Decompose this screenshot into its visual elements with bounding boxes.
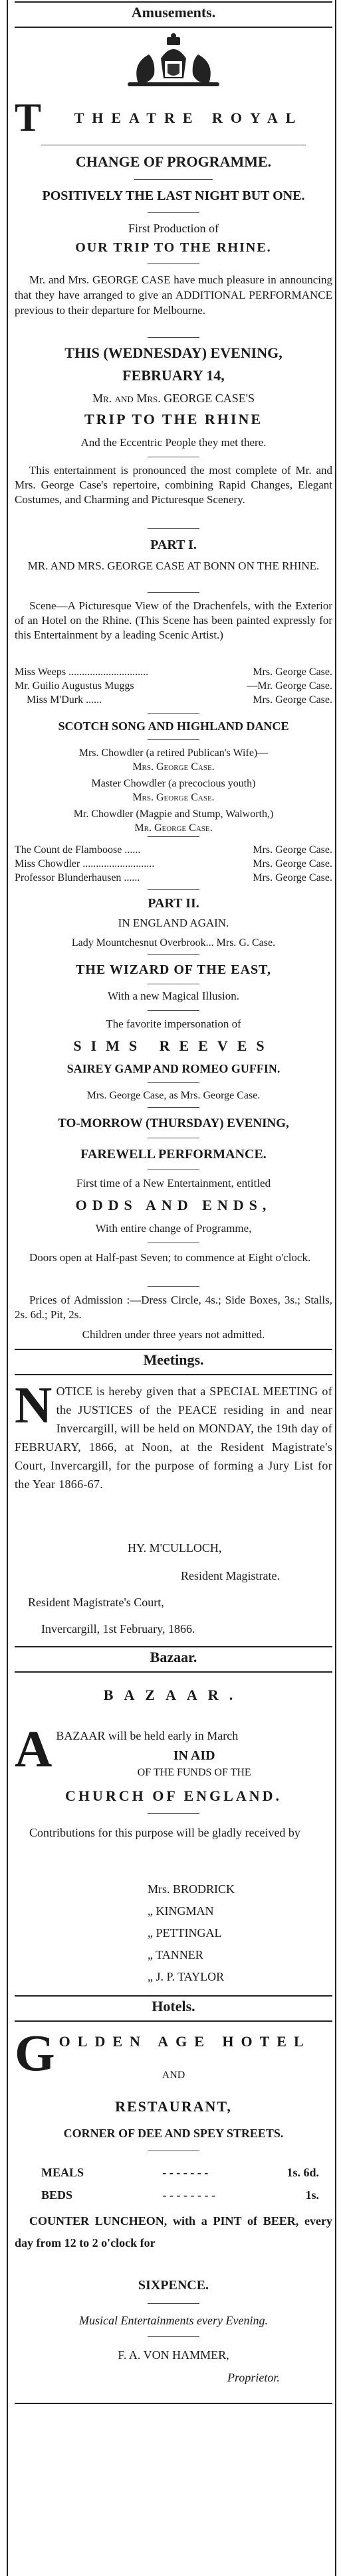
list-item: „ KINGMAN [148, 1904, 214, 1918]
left-column-rule [7, 0, 8, 2576]
price-row: MEALS - - - - - - - 1s. 6d. [41, 2166, 319, 2179]
doors-open: Doors open at Half-past Seven; to commence at Eight o'clock. [29, 1251, 311, 1264]
first-production: First Production of [128, 222, 219, 235]
magical-illusion: With a new Magical Illusion. [107, 990, 240, 1002]
this-evening: THIS (WEDNESDAY) EVENING, [64, 344, 283, 361]
theatre-title: T THEATRE ROYAL [15, 96, 304, 139]
bazaar-names [15, 1878, 332, 1988]
divider [148, 739, 199, 740]
cast-row: Miss Chowdler ........................... Mrs. George Case. [15, 858, 332, 870]
entire-change: With entire change of Programme, [95, 1222, 252, 1235]
proprietor-name: F. A. VON HAMMER, [118, 2348, 229, 2362]
divider [148, 1813, 199, 1814]
our-trip-title: OUR TRIP TO THE RHINE. [75, 240, 272, 255]
hotel-and: AND [162, 2070, 185, 2081]
hotel-restaurant: RESTAURANT, [115, 2098, 232, 2115]
royal-coat-of-arms-icon [15, 32, 332, 92]
section-rule [15, 1995, 332, 1997]
divider [148, 212, 199, 213]
counter-luncheon: COUNTER LUNCHEON, with a PINT of BEER, every day from 12 to 2 o'clock for [15, 2214, 332, 2249]
section-rule [15, 2020, 332, 2022]
section-heading-meetings: Meetings. [143, 1351, 204, 1368]
meeting-place-date: Invercargill, 1st February, 1866. [41, 1622, 195, 1635]
golden-age-hotel: G OLDEN AGE HOTEL [15, 2024, 311, 2082]
cast-list-part-one [15, 665, 332, 707]
magistrates-court: Resident Magistrate's Court, [28, 1596, 164, 1609]
cast-row: Miss Weeps .............................. Mrs. George Case. [15, 666, 332, 678]
part-one-title: MR. AND MRS. GEORGE CASE AT BONN ON THE RHINE. [27, 560, 320, 572]
new-entertainment: First time of a New Entertainment, entitled [76, 1177, 271, 1189]
divider [148, 1286, 199, 1287]
scene-description: Scene—A Picturesque View of the Drachenfels, with the Exterior of an Hotel on the Rhine. (This Scene has been painted expressly for this Entertainment by a leading Scenic Artist.) [15, 599, 332, 641]
section-rule [15, 1646, 332, 1647]
bazaar-contributions: Contributions for this purpose will be gladly received by [29, 1826, 300, 1839]
divider [148, 954, 199, 955]
cast-row: Mr. Guilio Augustus Muggs —Mr. George Case. [15, 680, 332, 692]
cast-row: Professor Blunderhausen ...... Mrs. George Case. [15, 872, 332, 883]
divider [148, 889, 199, 890]
sairey-gamp: SAIREY GAMP AND ROMEO GUFFIN. [66, 1062, 281, 1075]
list-item: „ TANNER [148, 1948, 203, 1961]
divider [148, 337, 199, 338]
change-of-programme: CHANGE OF PROGRAMME. [75, 153, 272, 170]
chowdler-cast: Mrs. Chowdler (a retired Publican's Wife)— Mrs. George Case. Master Chowdler (a precocious youth) Mrs. George Case. Mr. Chowdler (Magpie and Stump, Walworth,) Mr. George Case. [73, 747, 274, 834]
divider [148, 2303, 199, 2304]
price-row: BEDS - - - - - - - - 1s. [41, 2188, 319, 2202]
proprietor-title: Proprietor. [227, 2371, 280, 2384]
right-column-rule [335, 0, 336, 2576]
section-rule [15, 1349, 332, 1350]
meeting-signer: HY. M'CULLOCH, [128, 1541, 222, 1554]
list-item: Mrs. BRODRICK [148, 1882, 235, 1896]
divider [148, 1107, 199, 1108]
divider [134, 179, 213, 180]
odds-and-ends: ODDS AND ENDS, [75, 1197, 272, 1213]
musical-entertainments: Musical Entertainments every Evening. [79, 2314, 268, 2327]
newspaper-column [15, 0, 332, 2576]
meeting-notice: N OTICE is hereby given that a SPECIAL MEETING of the JUSTICES of the PEACE residing in and near Invercargill, will be held on MONDAY, the 19th day of FEBRUARY, 1866, at Noon, at the Resident Magistrate's Court, Invercargill, for the purpose of forming a Jury List for the Year 1866-67. [15, 1376, 332, 1491]
cast-row: Miss M'Durk ...... Mrs. George Case. [27, 694, 332, 706]
section-heading-hotels: Hotels. [152, 1998, 195, 2014]
divider [148, 713, 199, 714]
lady-mountchesnut: Lady Mountchesnut Overbrook... Mrs. G. Case. [71, 937, 276, 948]
section-heading-bazaar: Bazaar. [150, 1649, 197, 1665]
church-of-england: CHURCH OF ENGLAND. [64, 1787, 283, 1804]
eccentric-people: And the Eccentric People they met there. [80, 436, 267, 449]
hotel-corner: CORNER OF DEE AND SPEY STREETS. [63, 2127, 284, 2140]
positively-last-night: POSITIVELY THE LAST NIGHT BUT ONE. [42, 189, 305, 203]
event-date: FEBRUARY 14, [122, 367, 225, 384]
section-rule [15, 27, 332, 28]
hotel-prices [15, 2161, 332, 2206]
sims-reeves: SIMS REEVES [73, 1037, 274, 1054]
list-item: „ PETTINGAL [148, 1926, 222, 1939]
top-rule [15, 1, 332, 3]
section-rule [15, 1374, 332, 1375]
divider [148, 836, 199, 837]
part-two-heading: PART II. [148, 896, 199, 911]
mrs-george-case: Mrs. George Case, as Mrs. George Case. [86, 1090, 261, 1101]
bottom-rule [15, 2403, 332, 2404]
sixpence: SIXPENCE. [138, 2278, 209, 2293]
announcement: Mr. and Mrs. GEORGE CASE have much pleasure in announcing that they have arranged to give an ADDITIONAL PERFORMANCE previous to their departure for Melbourne. [15, 273, 332, 317]
entertainment-description: This entertainment is pronounced the most complete of Mr. and Mrs. George Case's repertoire, combining Rapid Changes, Elegant Costumes, and Charming and Picturesque Scenery. [15, 464, 332, 506]
divider [148, 528, 199, 529]
tomorrow-evening: TO-MORROW (THURSDAY) EVENING, [58, 1116, 289, 1130]
divider [148, 2336, 199, 2337]
meeting-signer-title: Resident Magistrate. [181, 1569, 280, 1582]
favorite-impersonation: The favorite impersonation of [106, 1018, 241, 1030]
cast-list-part-one-b [15, 843, 332, 885]
admission-prices: Prices of Admission :—Dress Circle, 4s.; Side Boxes, 3s.; Stalls, 2s. 6d.; Pit, 2s. [15, 1294, 332, 1321]
part-one-heading: PART I. [150, 538, 197, 552]
cast-row: The Count de Flamboose ...... Mrs. George Case. [15, 844, 332, 856]
bazaar-intro: A BAZAAR will be held early in March IN AID OF THE FUNDS OF THE [15, 1720, 251, 1778]
bazaar-title: BAZAAR. [103, 1687, 244, 1703]
wizard-of-the-east: THE WIZARD OF THE EAST, [76, 962, 271, 977]
section-rule [15, 1671, 332, 1673]
divider [148, 1082, 199, 1083]
farewell-performance: FAREWELL PERFORMANCE. [80, 1147, 267, 1162]
list-item: „ J. P. TAYLOR [148, 1970, 225, 1983]
children-notice: Children under three years not admitted. [82, 1328, 265, 1341]
trip-to-rhine: TRIP TO THE RHINE [84, 411, 263, 427]
section-heading-amusements: Amusements. [131, 4, 216, 21]
mr-mrs-case: Mr. and Mrs. GEORGE CASE'S [92, 392, 255, 405]
divider [148, 263, 199, 264]
scotch-song: SCOTCH SONG AND HIGHLAND DANCE [58, 720, 289, 733]
divider [148, 592, 199, 593]
part-two-title: IN ENGLAND AGAIN. [118, 917, 229, 929]
divider [148, 1010, 199, 1011]
